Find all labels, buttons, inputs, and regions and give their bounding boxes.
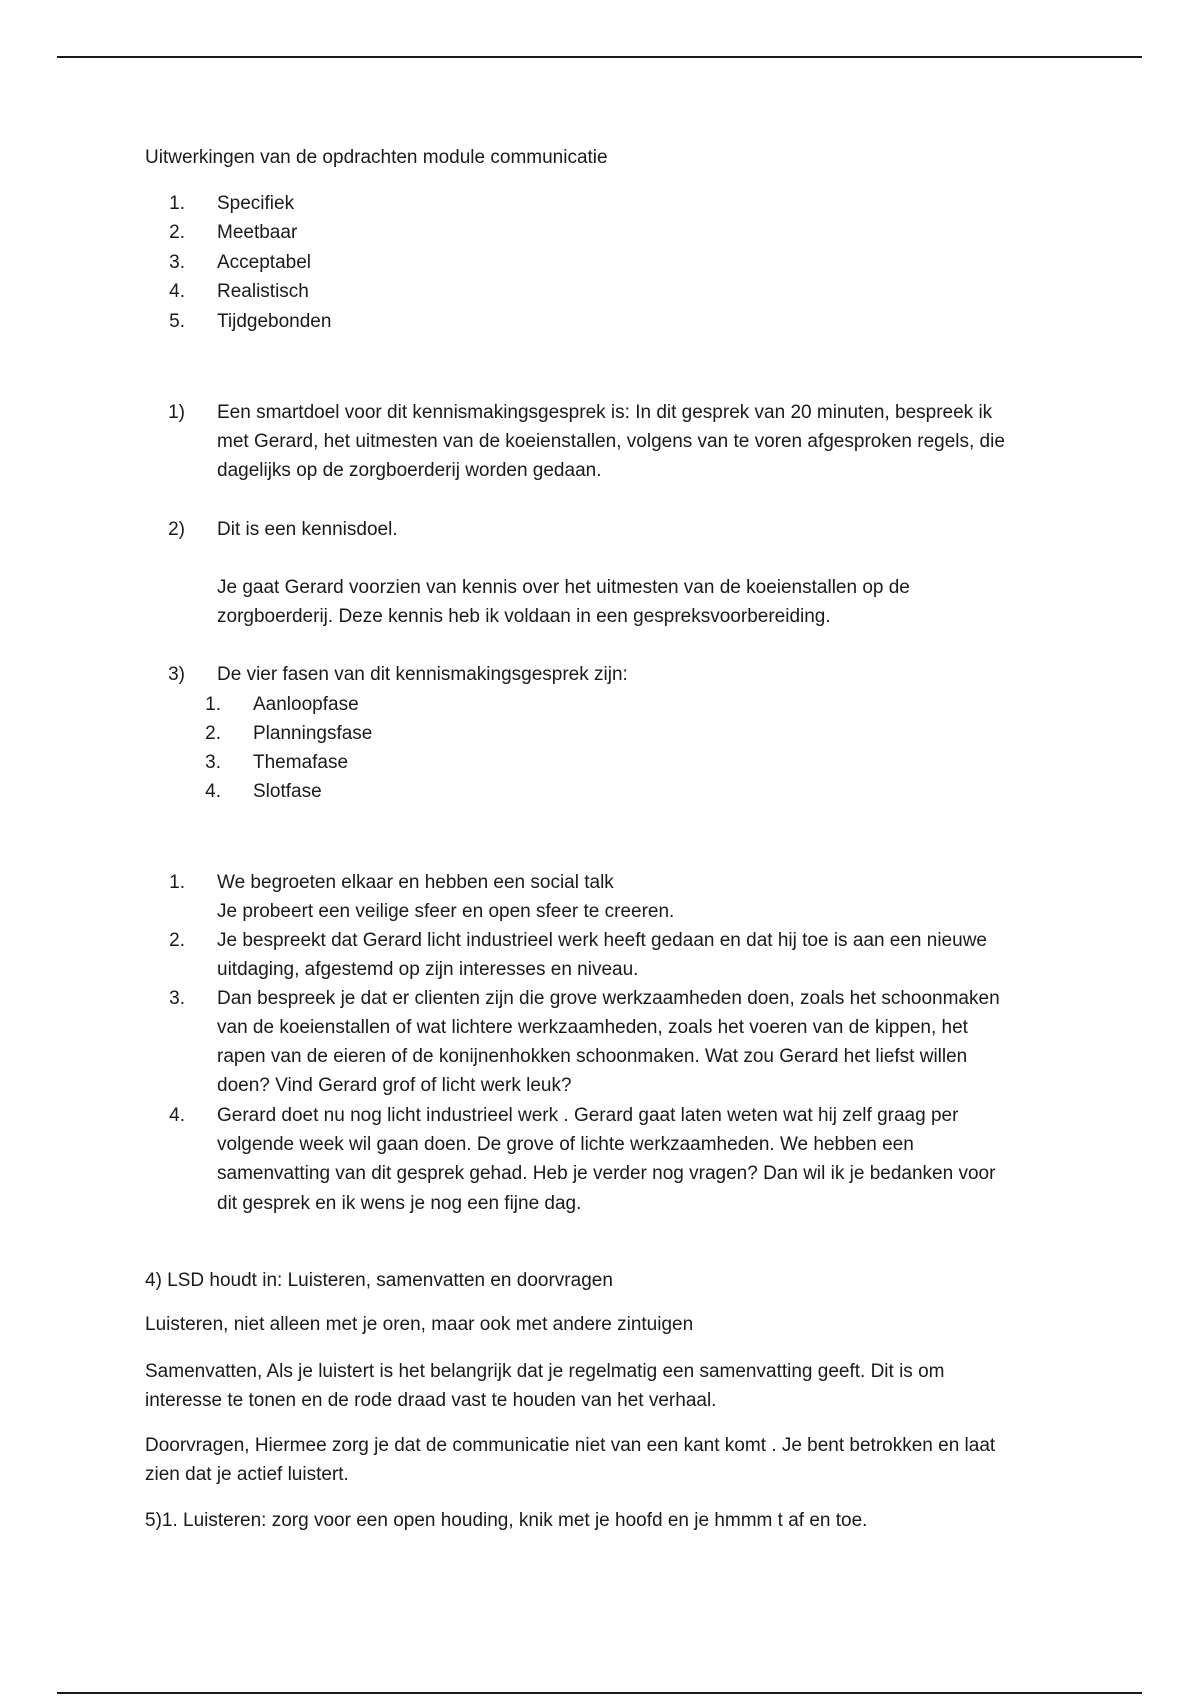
summarize-paragraph: Samenvatten, Als je luistert is het belangrijk dat je regelmatig een samenvatting geeft. Dit is om [145,1361,945,1382]
document-title: Uitwerkingen van de opdrachten module communicatie [145,147,608,168]
summarize-paragraph-line: interesse te tonen en de rode draad vast te houden van het verhaal. [145,1390,717,1411]
listen-paragraph: Luisteren, niet alleen met je oren, maar ook met andere zintuigen [145,1314,694,1335]
header-rule [57,56,1142,58]
ask-paragraph-line: zien dat je actief luistert. [145,1464,349,1485]
answer-5: 5)1. Luisteren: zorg voor een open houding, knik met je hoofd en je hmmm t af en toe. [145,1510,868,1531]
ask-paragraph: Doorvragen, Hiermee zorg je dat de communicatie niet van een kant komt . Je bent betrokken en laat [145,1435,996,1456]
answer-4: 4) LSD houdt in: Luisteren, samenvatten en doorvragen [145,1270,613,1291]
footer-rule [57,1692,1142,1694]
